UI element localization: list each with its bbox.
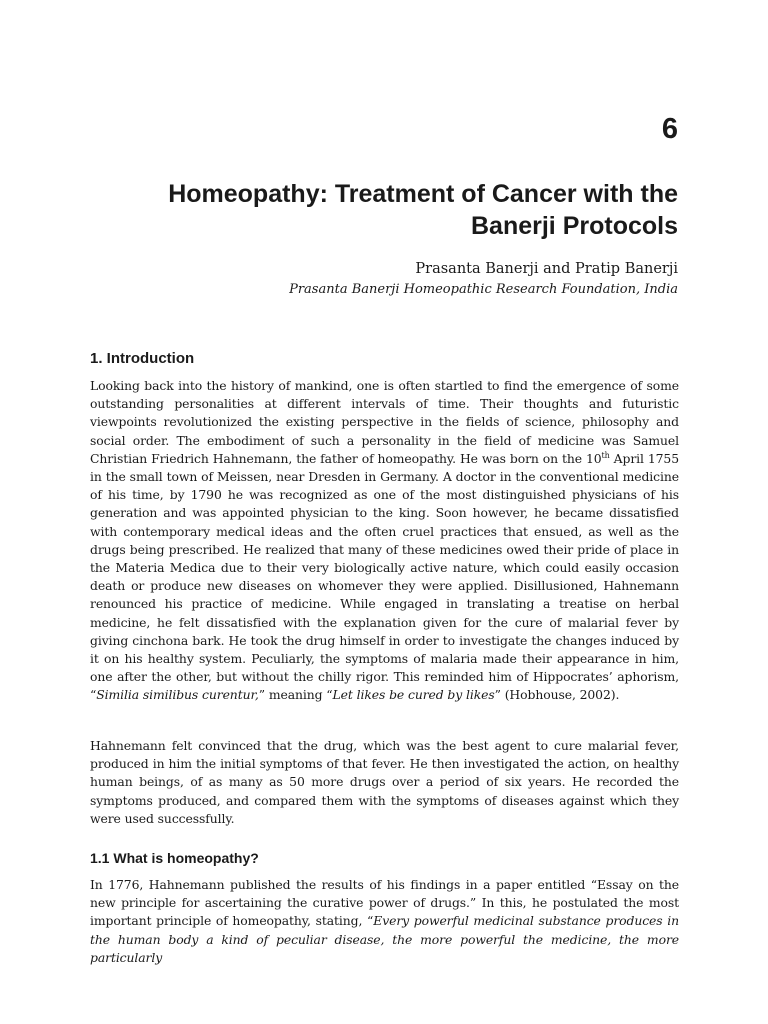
subsection-paragraph-1 — [90, 876, 679, 967]
chapter-number: 6 — [661, 113, 678, 145]
aphorism-translation: Let likes be cured by likes — [332, 687, 495, 703]
ordinal-superscript: th — [601, 450, 610, 460]
author-affiliation: Prasanta Banerji Homeopathic Research Foundation, India — [289, 282, 678, 297]
chapter-authors: Prasanta Banerji and Pratip Banerji — [415, 261, 678, 277]
subsection-heading-what-is-homeopathy: 1.1 What is homeopathy? — [90, 850, 259, 866]
section-heading-introduction: 1. Introduction — [90, 350, 195, 367]
hahnemann-quote: Every powerful medicinal substance produces in the human body a kind of peculiar disease, the more powerful the medicine, the more particularly — [90, 913, 679, 965]
paragraph-text: April 1755 in the small town of Meissen, near Dresden in Germany. A doctor in the conventional medicine of his time, by 1790 he was recognized as one of the most distinguished physicians of his generation and was appointed physician to the king. Soon however, he became dissatisfied with contemporary medical ideas and the often cruel practices that ensued, as well as the drugs being prescribed. He realized that many of these medicines owed their pride of place in the Materia Medica due to their very biologically active nature, which could easily occasion death or produce new diseases on whomever they were applied. Disillusioned, Hahnemann renounced his practice of medicine. While engaged in translating a treatise on herbal medicine, he felt dissatisfied with the explanation given for the cure of malarial fever by giving cinchona bark. He took the drug himself in order to investigate the changes induced by it on his healthy system. Peculiarly, the symptoms of malaria made their appearance in him, one after the other, but without the chilly rigor. This reminded him of Hippocrates’ aphorism, “ — [90, 450, 679, 703]
chapter-title: Homeopathy: Treatment of Cancer with the Banerji Protocols — [168, 180, 678, 240]
latin-aphorism: Similia similibus curentur, — [96, 687, 259, 703]
paragraph-text: Looking back into the history of mankind, one is often startled to find the emergence of some outstanding personalities at different intervals of time. Their thoughts and futuristic viewpoints revolutionized the existing perspective in the fields of science, philosophy and social order. The embodiment of such a personality in the field of medicine was Samuel Christian Friedrich Hahnemann, the father of homeopathy. He was born on the 10 — [90, 378, 679, 466]
paragraph-text: In 1776, Hahnemann published the results of his findings in a paper entitled “Essay on the new principle for ascertaining the curative power of drugs.” In this, he postulated the most important principle of homeopathy, stating, “ — [90, 877, 679, 929]
introduction-paragraph-1 — [90, 377, 679, 705]
introduction-paragraph-2: Hahnemann felt convinced that the drug, which was the best agent to cure malarial fever, produced in him the initial symptoms of that fever. He then investigated the action, on healthy human beings, of as many as 50 more drugs over a period of six years. He recorded the symptoms produced, and compared them with the symptoms of diseases against which they were used successfully. — [90, 738, 679, 826]
paragraph-text: ” meaning “ — [258, 687, 333, 703]
paragraph-text: ” (Hobhouse, 2002). — [494, 687, 620, 703]
